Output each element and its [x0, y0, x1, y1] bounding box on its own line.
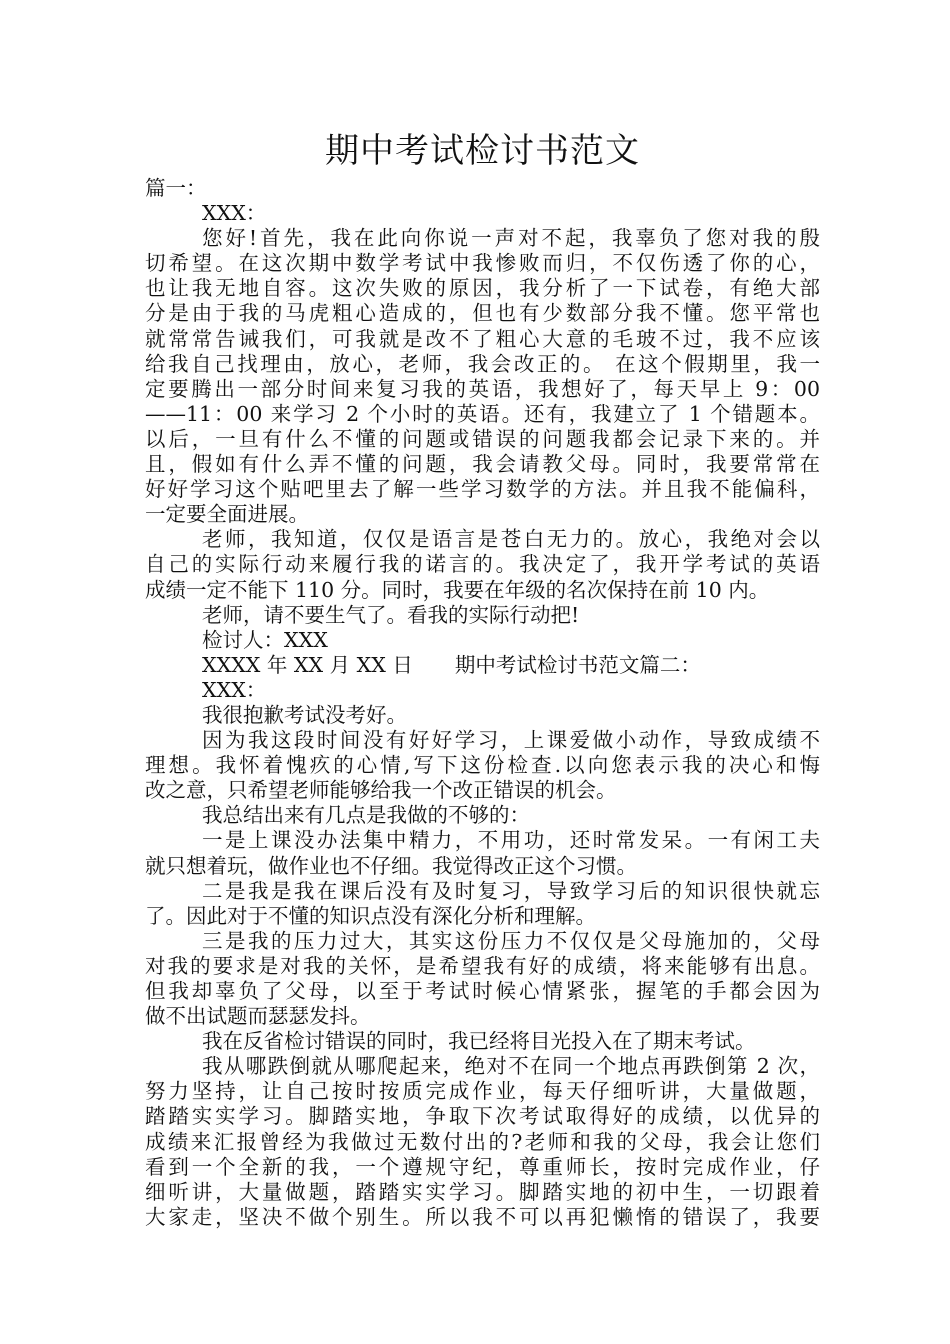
text-line: 三是我的压力过大，其实这份压力不仅仅是父母施加的，父母: [202, 928, 820, 953]
text-line: 努力坚持，让自己按时按质完成作业，每天仔细听讲，大量做题，: [145, 1079, 820, 1104]
text-line: 看到一个全新的我，一个遵规守纪，尊重师长，按时完成作业，仔: [145, 1154, 820, 1179]
text-line: 好好学习这个贴吧里去了解一些学习数学的方法。并且我不能偏科，: [145, 477, 820, 502]
text-line: 做不出试题而瑟瑟发抖。: [145, 1004, 371, 1029]
text-line: 我在反省检讨错误的同时，我已经将目光投入在了期末考试。: [202, 1029, 756, 1054]
text-line: 就只想着玩，做作业也不仔细。我觉得改正这个习惯。: [145, 853, 637, 878]
text-line: 理想。我怀着愧疚的心情,写下这份检查.以向您表示我的决心和悔: [145, 753, 820, 778]
date-text: XXXX 年 XX 月 XX 日: [202, 652, 413, 677]
text-line: 一定要全面进展。: [145, 502, 309, 527]
text-line: 就常常告诫我们，可我就是改不了粗心大意的毛玻不过，我不应该: [145, 326, 820, 351]
document-title: 期中考试检讨书范文: [325, 131, 640, 171]
text-line: 老师，我知道，仅仅是语言是苍白无力的。放心，我绝对会以: [202, 527, 820, 552]
text-line: 也让我无地自容。这次失败的原因，我分析了一下试卷，有绝大部: [145, 276, 820, 301]
text-line: 但我却辜负了父母，以至于考试时候心情紧张，握笔的手都会因为: [145, 979, 820, 1003]
text-line: 篇一：: [145, 176, 207, 200]
text-line: 成绩一定不能下 110 分。同时，我要在年级的名次保持在前 10 内。: [145, 577, 770, 602]
text-line: 老师，请不要生气了。看我的实际行动把!: [202, 602, 580, 627]
text-line: 改之意，只希望老师能够给我一个改正错误的机会。: [145, 778, 617, 803]
text-line: 细听讲，大量做题，踏踏实实学习。脚踏实地的初中生，一切跟着: [145, 1179, 820, 1204]
text-line: 您好!首先，我在此向你说一声对不起，我辜负了您对我的殷: [202, 226, 820, 251]
text-line: 定要腾出一部分时间来复习我的英语，我想好了，每天早上 9：00: [145, 376, 820, 401]
text-line: [145, 653, 820, 678]
text-line: XXX：: [202, 677, 267, 702]
text-line: 检讨人：XXX: [202, 627, 328, 652]
text-line: 成绩来汇报曾经为我做过无数付出的?老师和我的父母，我会让您们: [145, 1129, 820, 1154]
text-line: 以后，一旦有什么不懂的问题或错误的问题我都会记录下来的。并: [145, 426, 820, 451]
text-line: 二是我是我在课后没有及时复习，导致学习后的知识很快就忘: [202, 878, 820, 903]
section-heading: 期中考试检讨书范文篇二：: [454, 652, 701, 677]
text-line: ——11：00 来学习 2 个小时的英语。还有，我建立了 1 个错题本。: [145, 401, 820, 426]
text-line: 我总结出来有几点是我做的不够的：: [202, 803, 530, 828]
text-line: 且，假如有什么弄不懂的问题，我会请教父母。同时，我要常常在: [145, 452, 820, 477]
text-line: 一是上课没办法集中精力，不用功，还时常发呆。一有闲工夫: [202, 828, 820, 853]
text-line: 切希望。在这次期中数学考试中我惨败而归，不仅伤透了你的心，: [145, 251, 820, 276]
text-line: XXX：: [202, 201, 267, 226]
document-page: [145, 128, 820, 1230]
text-line: 分是由于我的马虎粗心造成的，但也有少数部分我不懂。您平常也: [145, 301, 820, 326]
text-line: 给我自己找理由，放心，老师，我会改正的。 在这个假期里，我一: [145, 351, 820, 376]
text-line: 大家走，坚决不做个别生。所以我不可以再犯懒惰的错误了，我要: [145, 1204, 820, 1229]
text-line: 踏踏实实学习。脚踏实地，争取下次考试取得好的成绩，以优异的: [145, 1104, 820, 1129]
text-line: 了。因此对于不懂的知识点没有深化分析和理解。: [145, 903, 596, 928]
text-line: 我从哪跌倒就从哪爬起来，绝对不在同一个地点再跌倒第 2 次，: [202, 1054, 820, 1079]
text-line: 我很抱歉考试没考好。: [202, 702, 407, 727]
text-line: 对我的要求是对我的关怀，是希望我有好的成绩，将来能够有出息。: [145, 953, 820, 978]
text-line: 因为我这段时间没有好好学习，上课爱做小动作，导致成绩不: [202, 728, 820, 753]
document-body: [145, 176, 820, 1230]
text-line: 自己的实际行动来履行我的诺言的。我决定了，我开学考试的英语: [145, 552, 820, 577]
